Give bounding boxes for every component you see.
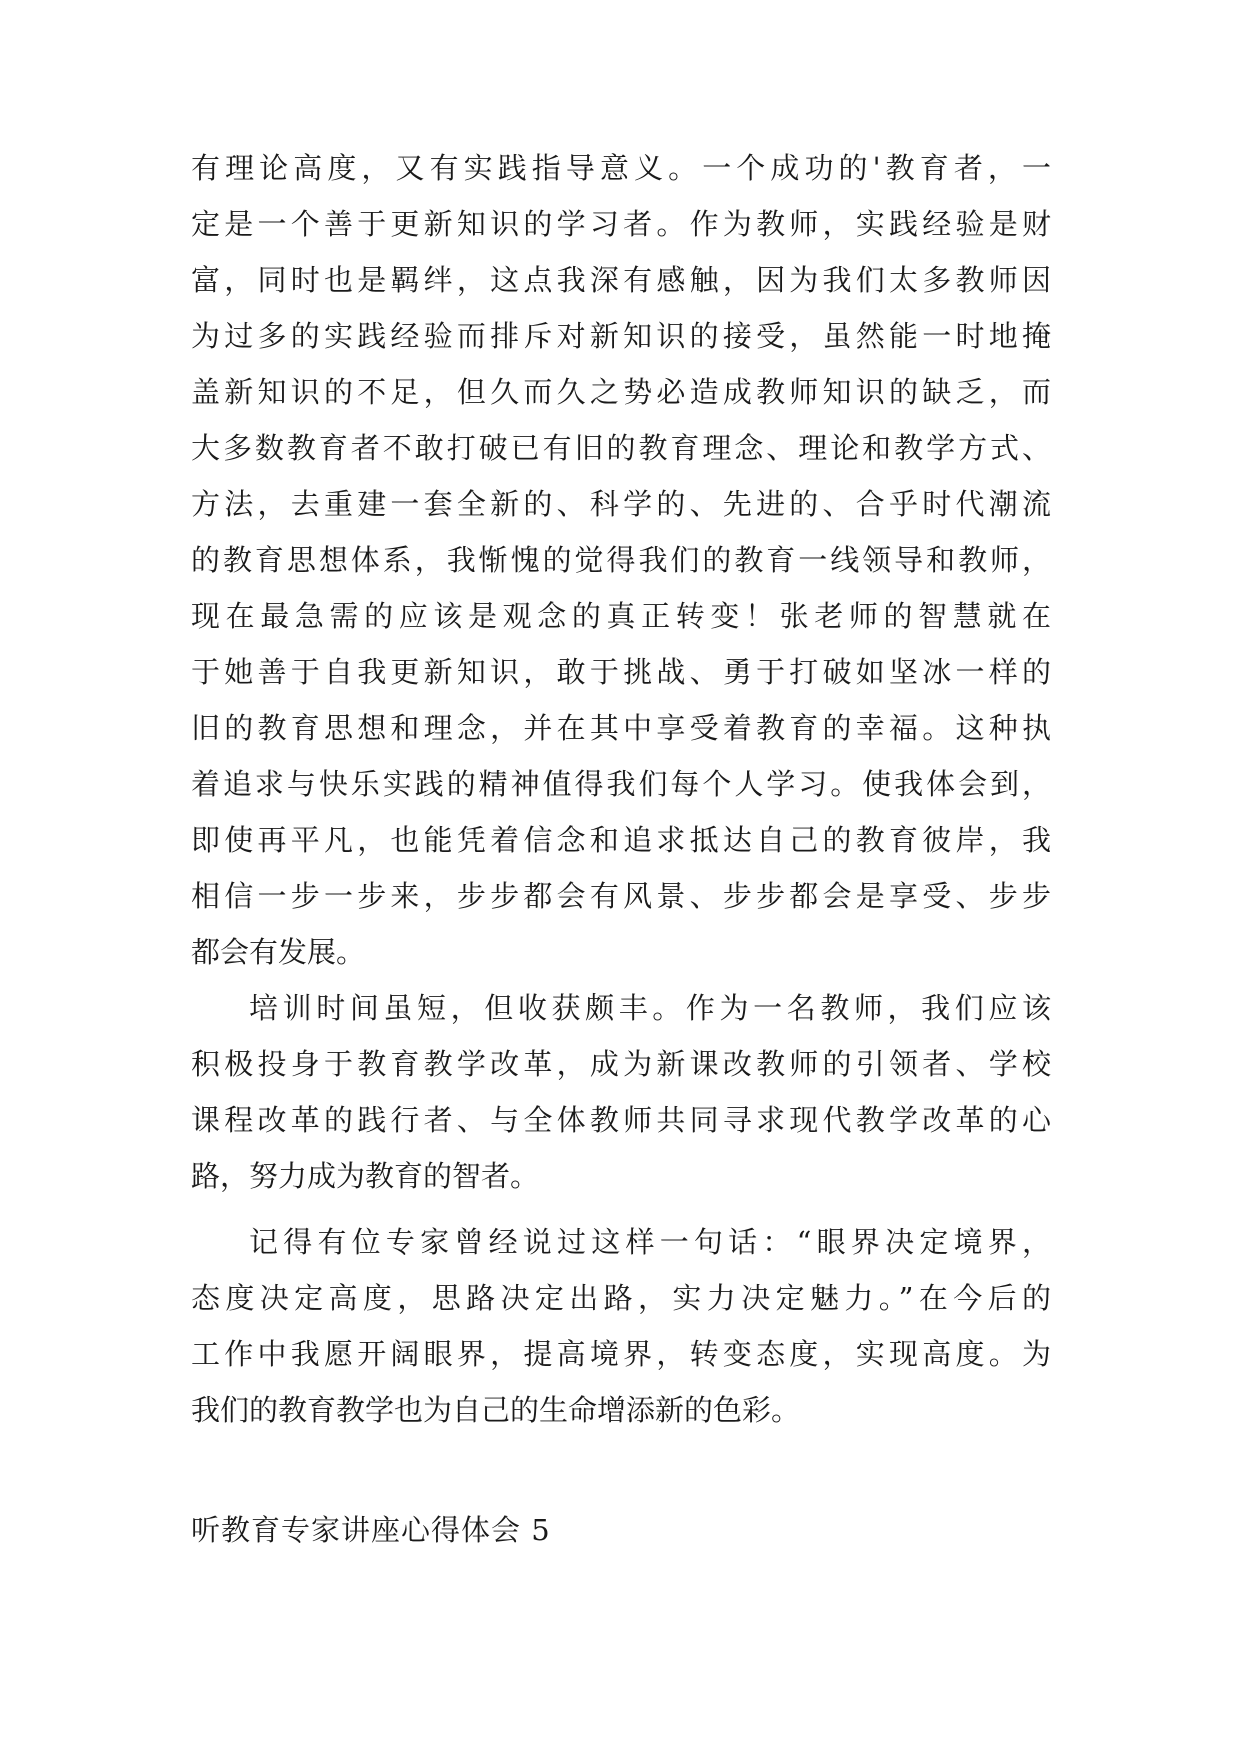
paragraph-line: 我们的教育教学也为自己的生命增添新的色彩。: [191, 1393, 801, 1427]
paragraph-line: 富，同时也是羁绊，这点我深有感触，因为我们太多教师因: [191, 263, 1051, 297]
paragraph-line: 着追求与快乐实践的精神值得我们每个人学习。使我体会到，: [191, 767, 1051, 801]
paragraph-line: 都会有发展。: [191, 935, 366, 969]
paragraph-line: 大多数教育者不敢打破已有旧的教育理念、理论和教学方式、: [191, 431, 1051, 465]
paragraph-line: 工作中我愿开阔眼界，提高境界，转变态度，实现高度。为: [191, 1337, 1051, 1371]
paragraph-line: 即使再平凡，也能凭着信念和追求抵达自己的教育彼岸，我: [191, 823, 1051, 857]
paragraph-line: 定是一个善于更新知识的学习者。作为教师，实践经验是财: [191, 207, 1051, 241]
paragraph-line: 现在最急需的应该是观念的真正转变！张老师的智慧就在: [191, 599, 1051, 633]
paragraph-line: 积极投身于教育教学改革，成为新课改教师的引领者、学校: [191, 1047, 1051, 1081]
paragraph-line: 记得有位专家曾经说过这样一句话：“眼界决定境界，: [249, 1225, 1051, 1259]
paragraph-line: 方法，去重建一套全新的、科学的、先进的、合乎时代潮流: [191, 487, 1051, 521]
paragraph-line: 课程改革的践行者、与全体教师共同寻求现代教学改革的心: [191, 1103, 1051, 1137]
paragraph-line: 路，努力成为教育的智者。: [191, 1159, 540, 1193]
paragraph-line: 相信一步一步来，步步都会有风景、步步都会是享受、步步: [191, 879, 1051, 913]
paragraph-line: 于她善于自我更新知识，敢于挑战、勇于打破如坚冰一样的: [191, 655, 1051, 689]
paragraph-line: 旧的教育思想和理念，并在其中享受着教育的幸福。这种执: [191, 711, 1051, 745]
paragraph-line: 盖新知识的不足，但久而久之势必造成教师知识的缺乏，而: [191, 375, 1051, 409]
paragraph-line: 的教育思想体系，我惭愧的觉得我们的教育一线领导和教师，: [191, 543, 1051, 577]
paragraph-line: 为过多的实践经验而排斥对新知识的接受，虽然能一时地掩: [191, 319, 1051, 353]
paragraph-line: 有理论高度，又有实践指导意义。一个成功的'教育者，一: [191, 151, 1051, 185]
section-heading: 听教育专家讲座心得体会 5: [191, 1513, 551, 1547]
paragraph-line: 培训时间虽短，但收获颇丰。作为一名教师，我们应该: [249, 991, 1051, 1025]
paragraph-line: 态度决定高度，思路决定出路，实力决定魅力。”在今后的: [191, 1281, 1051, 1315]
